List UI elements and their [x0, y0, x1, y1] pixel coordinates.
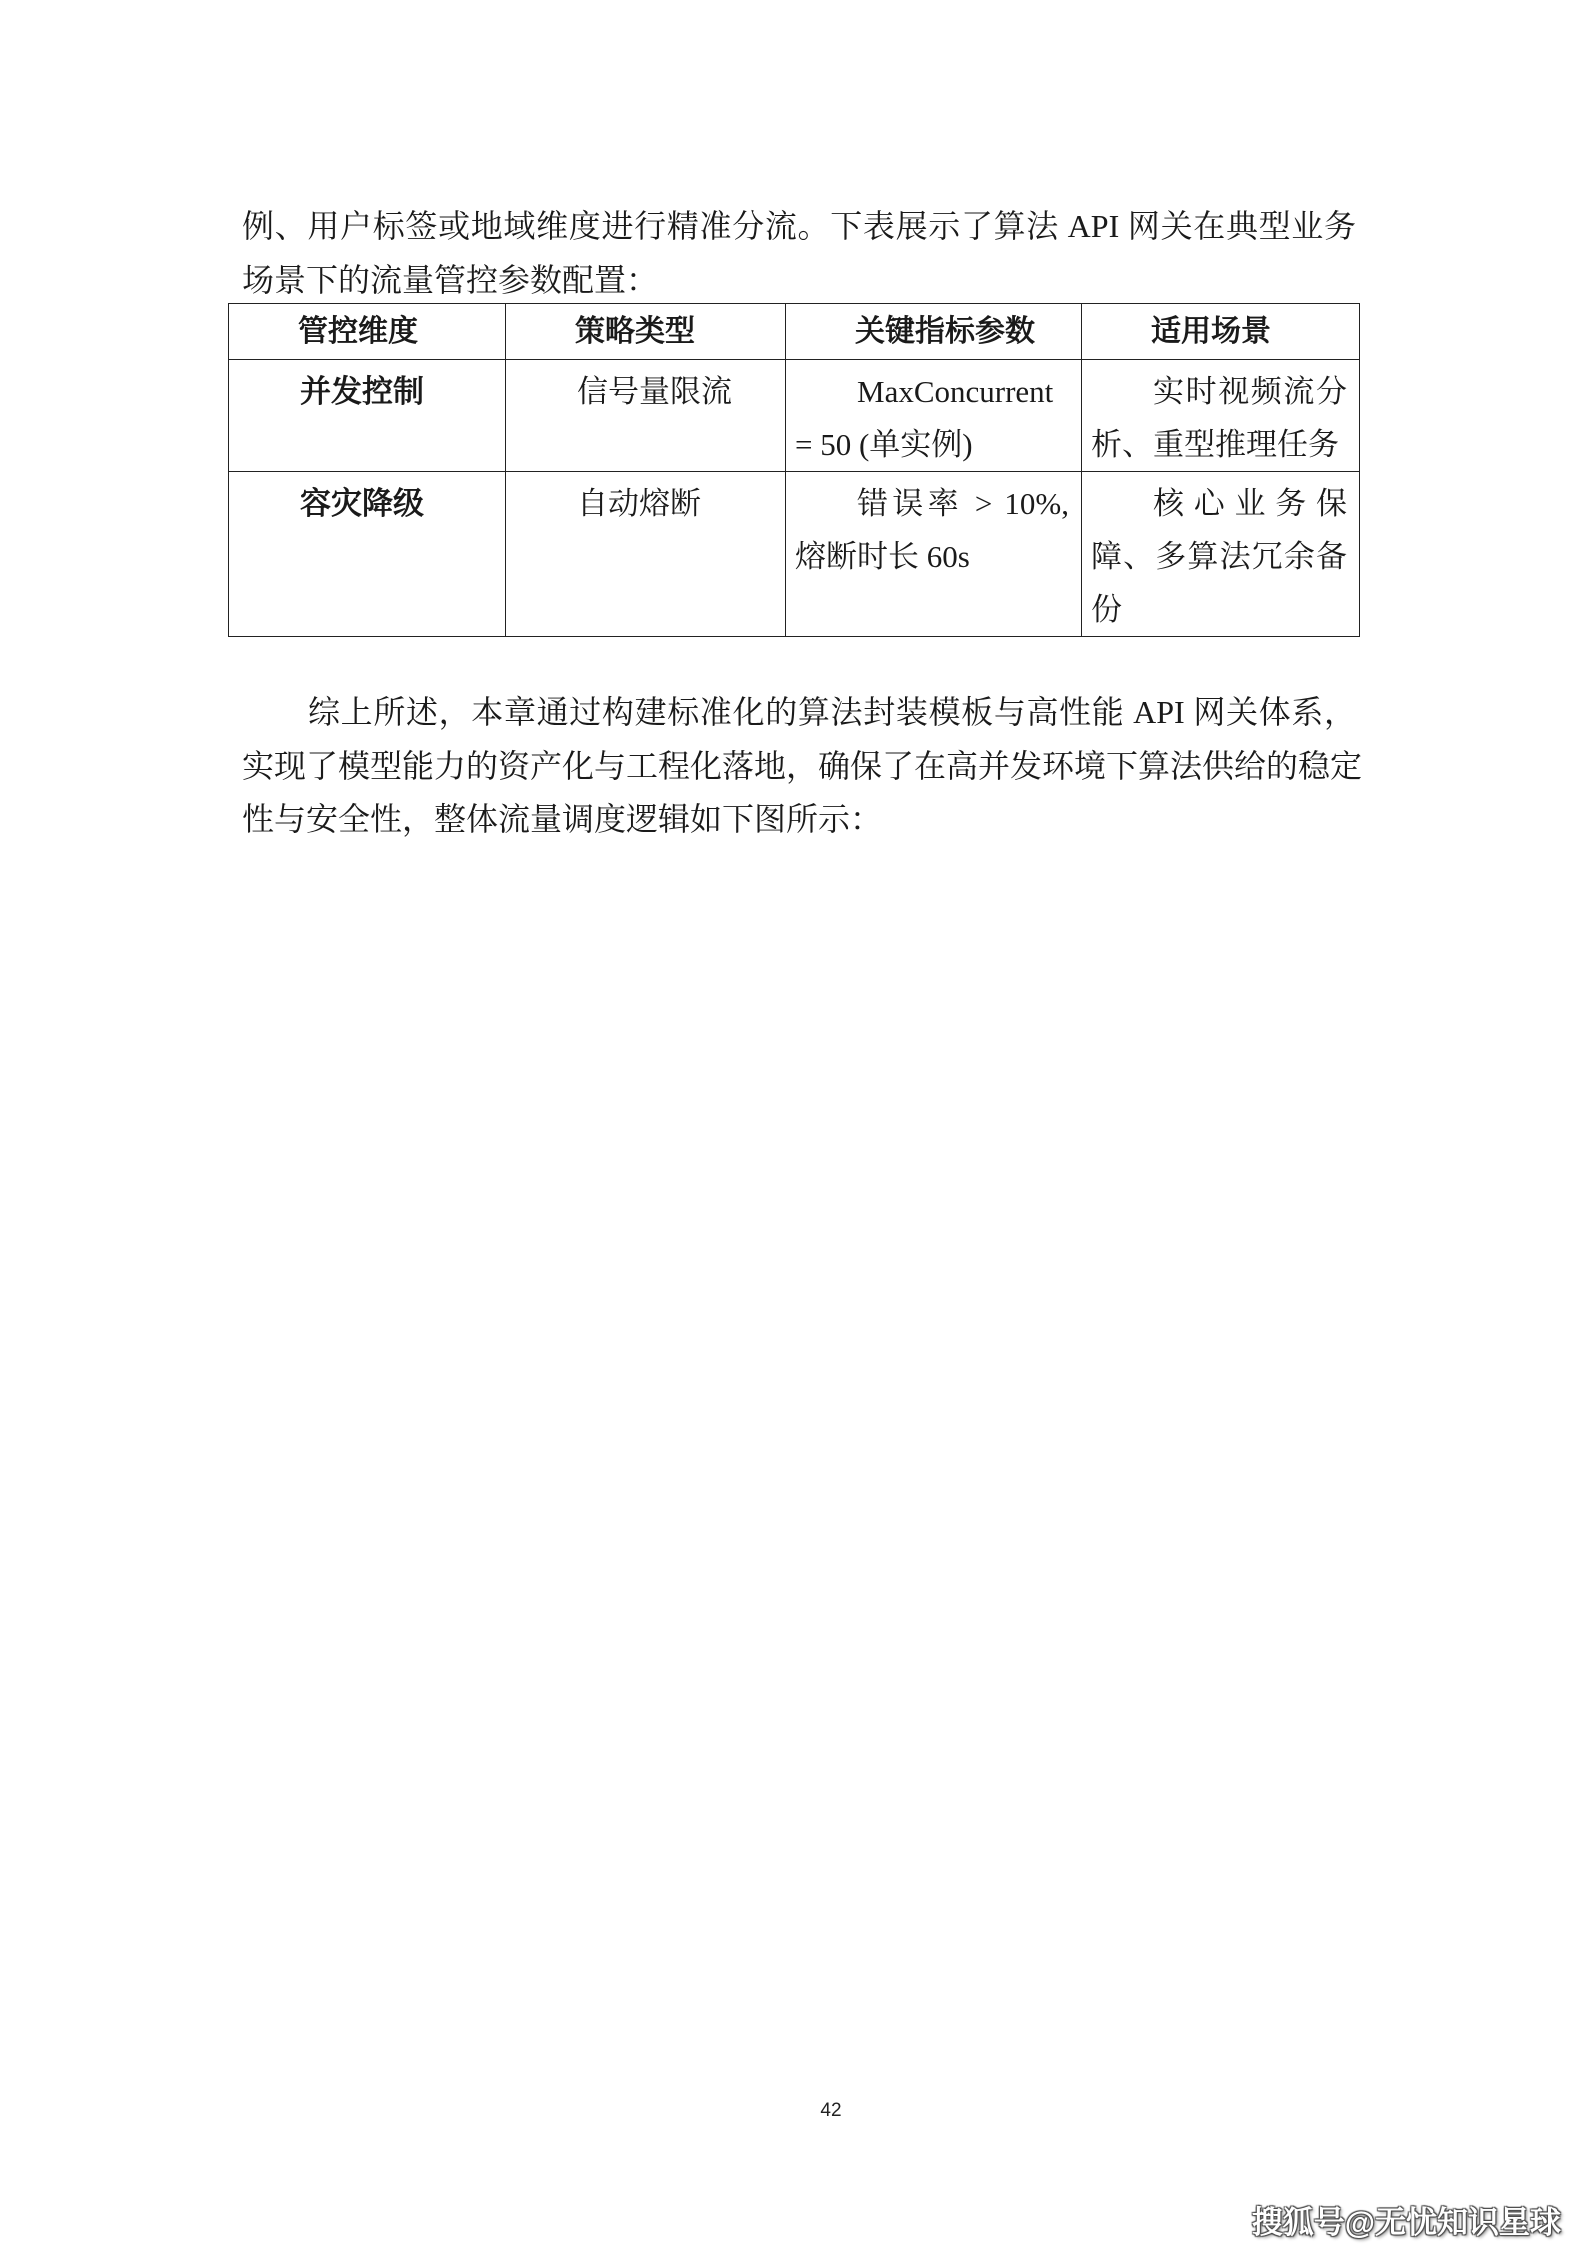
- header-scenario: 适用场景: [1082, 304, 1360, 360]
- paragraph-line: 综上所述，本章通过构建标准化的算法封装模板与高性能 API 网关体系，: [308, 694, 1356, 730]
- summary-paragraph: [242, 686, 1363, 847]
- header-key-params: 关键指标参数: [786, 304, 1082, 360]
- paragraph-line: 实现了模型能力的资产化与工程化落地，确保了在高并发环境下算法供给的稳定: [242, 747, 1363, 784]
- cell-strategy: 信号量限流: [506, 360, 786, 472]
- table-row: [229, 472, 1360, 637]
- traffic-control-table: [228, 303, 1360, 637]
- table-header-row: [229, 304, 1360, 360]
- cell-dimension: 容灾降级: [229, 472, 506, 637]
- page-number: 42: [820, 2100, 842, 2121]
- header-strategy-type: 策略类型: [506, 304, 786, 360]
- table-body: [229, 360, 1360, 637]
- cell-params: 错误率 > 10%, 熔断时长 60s: [786, 472, 1082, 637]
- paragraph-line: 性与安全性，整体流量调度逻辑如下图所示：: [242, 801, 883, 837]
- cell-strategy: 自动熔断: [506, 472, 786, 637]
- paragraph-line: 例、用户标签或地域维度进行精准分流。下表展示了算法 API 网关在典型业务: [242, 208, 1356, 244]
- intro-paragraph: [242, 200, 1356, 307]
- paragraph-line: 场景下的流量管控参数配置：: [242, 261, 659, 298]
- header-control-dimension: 管控维度: [229, 304, 506, 360]
- watermark: 搜狐号@无忧知识星球: [1251, 2205, 1561, 2240]
- cell-scenario: 核心业务保障、多算法冗余备份: [1082, 472, 1360, 637]
- cell-dimension: 并发控制: [229, 360, 506, 472]
- cell-scenario: 实时视频流分析、重型推理任务: [1082, 360, 1360, 472]
- cell-params: MaxConcurrent = 50 (单实例): [786, 360, 1082, 472]
- table-header: [229, 304, 1360, 360]
- table-row: [229, 360, 1360, 472]
